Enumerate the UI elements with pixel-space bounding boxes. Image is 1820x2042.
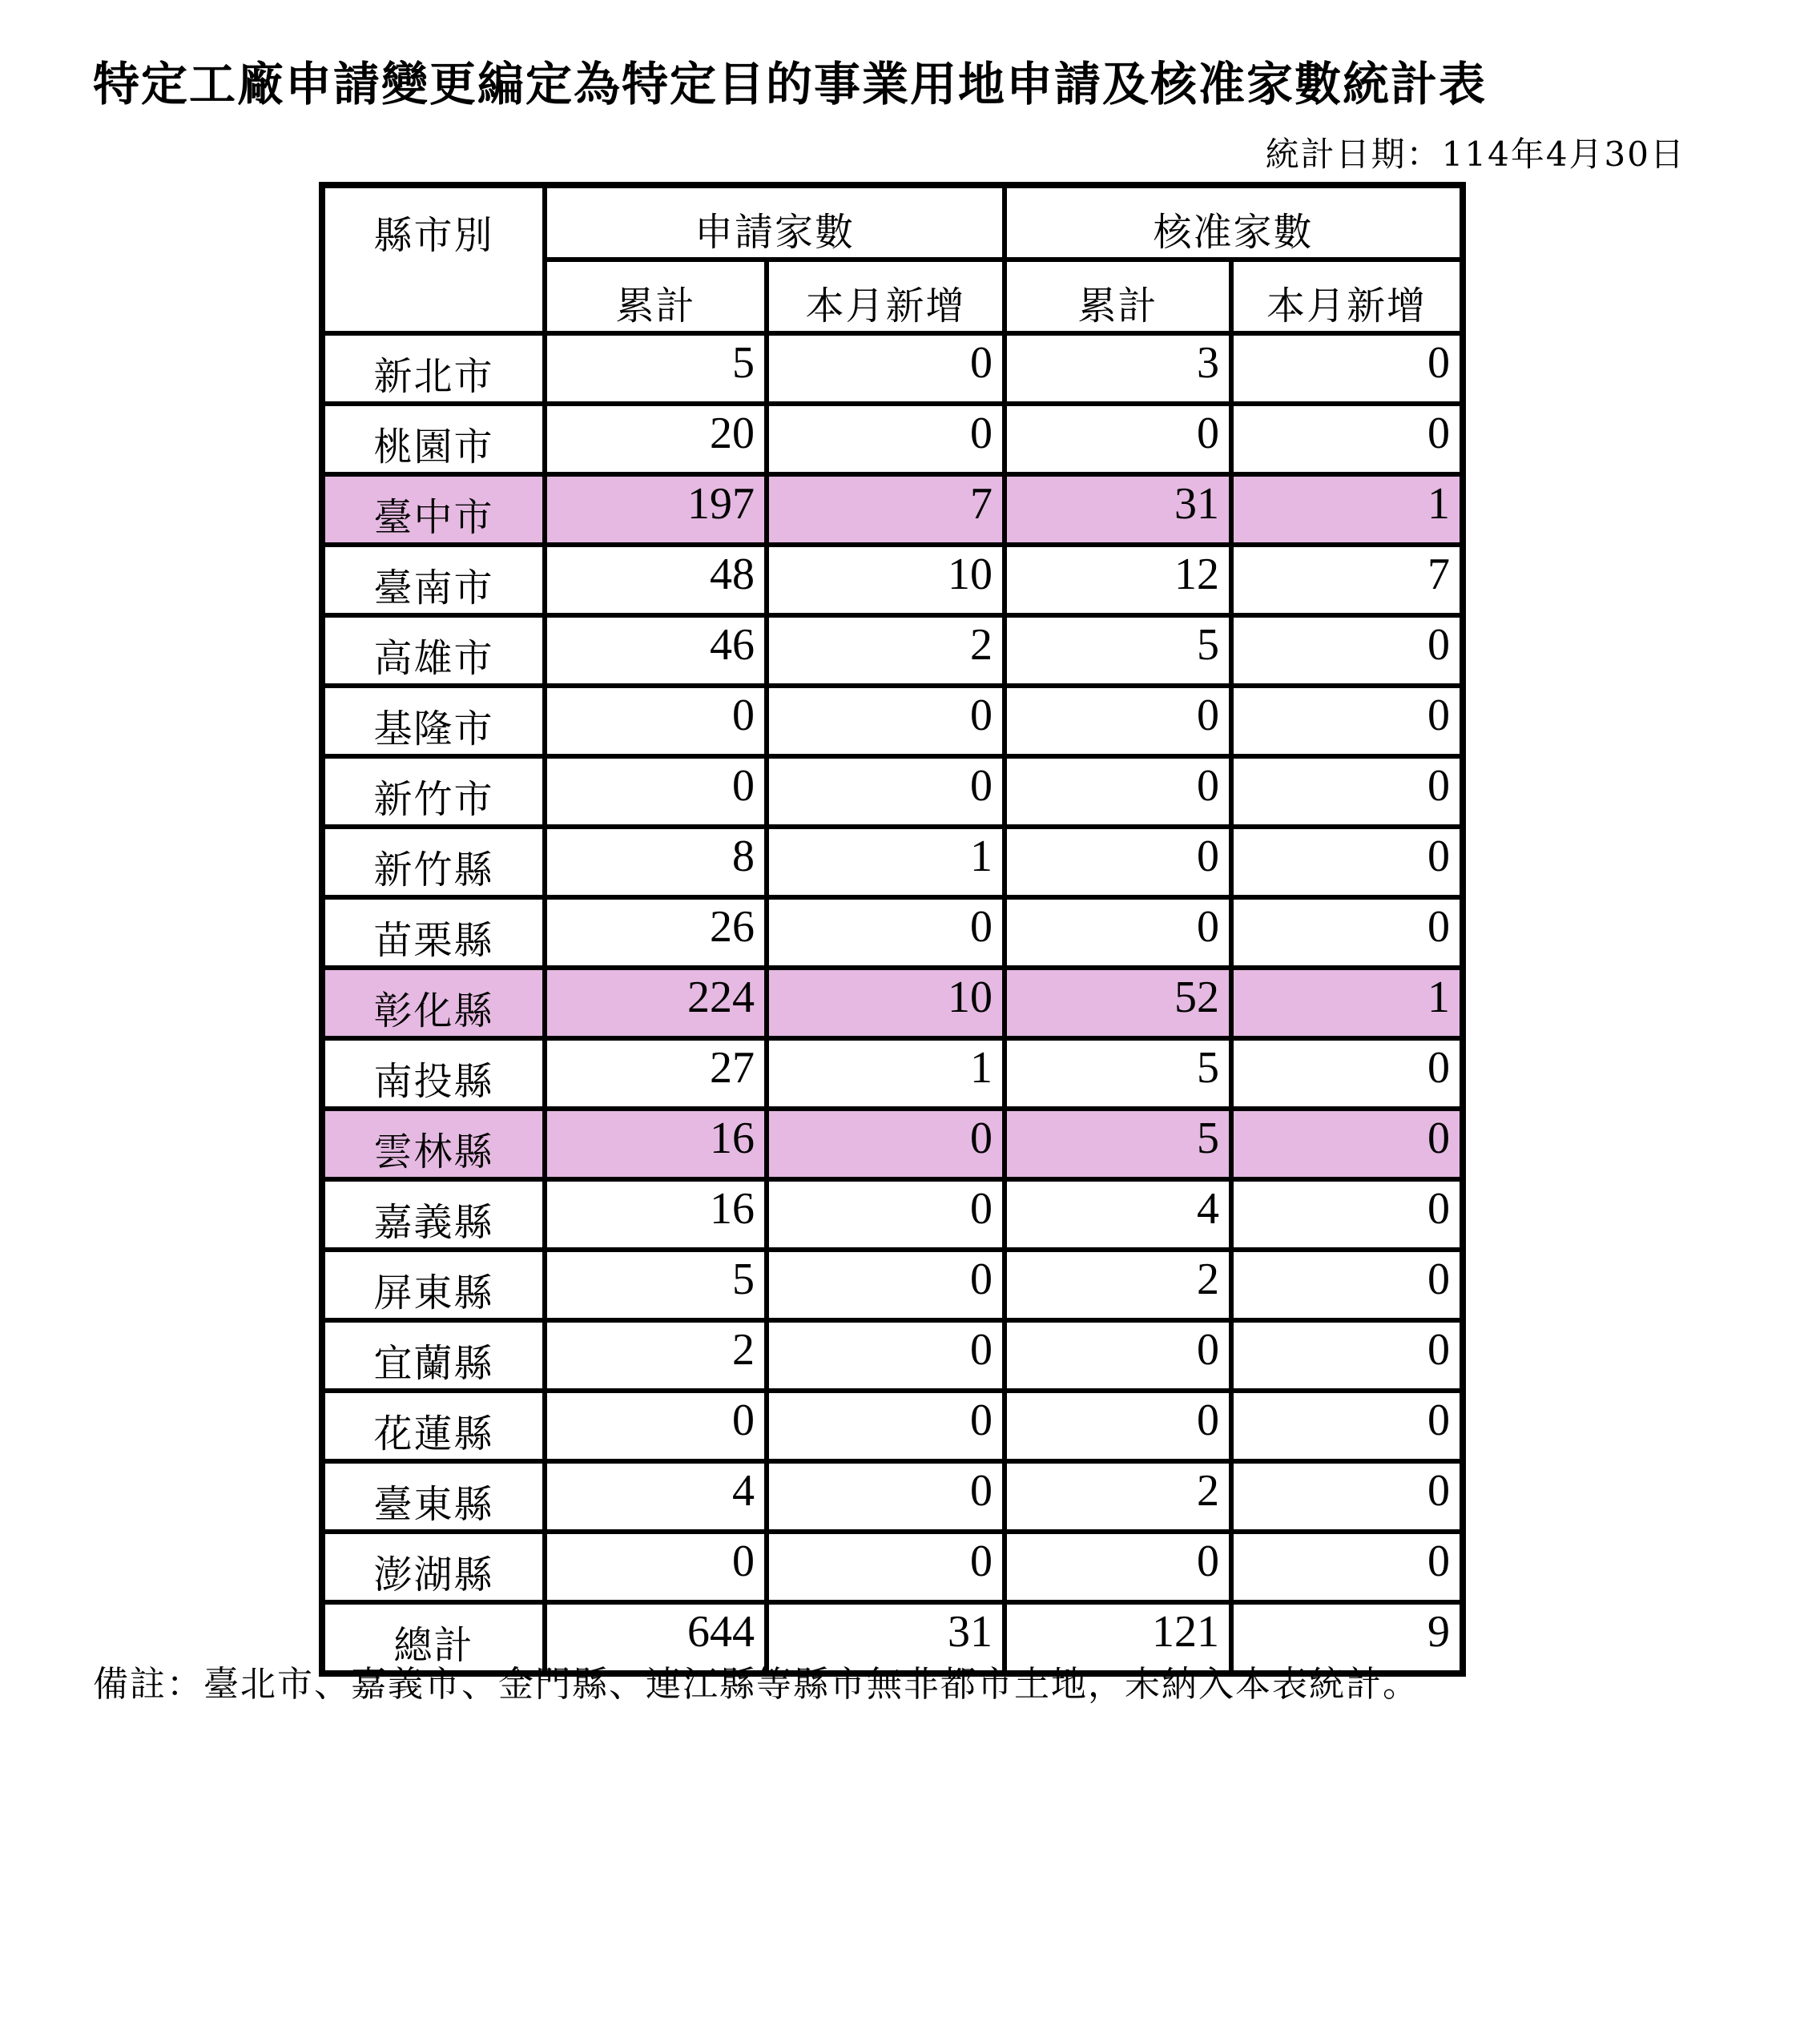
- region-cell: 南投縣: [322, 1038, 545, 1109]
- table-header: [322, 185, 1463, 333]
- applied-monthly-cell: 0: [767, 1391, 1005, 1461]
- approved-cumulative-cell: 0: [1005, 404, 1231, 474]
- approved-monthly-cell: 0: [1231, 1109, 1463, 1179]
- table-row: [322, 1391, 1463, 1461]
- table-body: [322, 333, 1463, 1602]
- approved-cumulative-cell: 0: [1005, 1320, 1231, 1391]
- table-row: [322, 333, 1463, 404]
- table-row: [322, 404, 1463, 474]
- applied-monthly-cell: 1: [767, 1038, 1005, 1109]
- applied-cumulative-cell: 4: [545, 1461, 767, 1532]
- approved-monthly-cell: 0: [1231, 1320, 1463, 1391]
- approved-cumulative-cell: 0: [1005, 827, 1231, 897]
- approved-monthly-cell: 0: [1231, 333, 1463, 404]
- applied-cumulative-cell: 46: [545, 615, 767, 686]
- applied-monthly-cell: 0: [767, 756, 1005, 827]
- applied-cumulative-cell: 27: [545, 1038, 767, 1109]
- region-cell: 臺中市: [322, 474, 545, 545]
- applied-monthly-cell: 0: [767, 404, 1005, 474]
- approved-cumulative-cell: 0: [1005, 1391, 1231, 1461]
- approved-monthly-cell: 0: [1231, 1250, 1463, 1320]
- applied-cumulative-cell: 197: [545, 474, 767, 545]
- applied-cumulative-cell: 0: [545, 1532, 767, 1602]
- region-cell: 桃園市: [322, 404, 545, 474]
- region-cell: 新竹市: [322, 756, 545, 827]
- approved-monthly-cell: 0: [1231, 615, 1463, 686]
- table-row: [322, 1461, 1463, 1532]
- header-applied-monthly-new: 本月新增: [767, 260, 1005, 333]
- approved-monthly-cell: 1: [1231, 474, 1463, 545]
- approved-monthly-cell: 0: [1231, 1461, 1463, 1532]
- approved-cumulative-cell: 5: [1005, 1109, 1231, 1179]
- approved-monthly-cell: 0: [1231, 1532, 1463, 1602]
- header-region: 縣市別: [322, 185, 545, 333]
- table-row: [322, 1179, 1463, 1250]
- region-cell: 苗栗縣: [322, 897, 545, 968]
- approved-monthly-cell: 1: [1231, 968, 1463, 1038]
- applied-cumulative-cell: 224: [545, 968, 767, 1038]
- statistics-table: [319, 182, 1466, 1677]
- approved-cumulative-cell: 0: [1005, 756, 1231, 827]
- region-cell: 雲林縣: [322, 1109, 545, 1179]
- table-row: [322, 1109, 1463, 1179]
- table-row: [322, 1532, 1463, 1602]
- header-approved-monthly-new: 本月新增: [1231, 260, 1463, 333]
- region-cell: 高雄市: [322, 615, 545, 686]
- approved-cumulative-cell: 2: [1005, 1461, 1231, 1532]
- approved-cumulative-cell: 52: [1005, 968, 1231, 1038]
- approved-cumulative-cell: 3: [1005, 333, 1231, 404]
- table-row: [322, 756, 1463, 827]
- applied-cumulative-cell: 5: [545, 1250, 767, 1320]
- approved-monthly-cell: 0: [1231, 1391, 1463, 1461]
- table-row: [322, 897, 1463, 968]
- approved-cumulative-cell: 4: [1005, 1179, 1231, 1250]
- table-row: [322, 686, 1463, 756]
- applied-monthly-cell: 0: [767, 1109, 1005, 1179]
- table-row: [322, 827, 1463, 897]
- approved-cumulative-cell: 31: [1005, 474, 1231, 545]
- region-cell: 新北市: [322, 333, 545, 404]
- region-cell: 彰化縣: [322, 968, 545, 1038]
- applied-cumulative-cell: 5: [545, 333, 767, 404]
- applied-monthly-cell: 0: [767, 686, 1005, 756]
- stat-date-label: 統計日期：114年4月30日: [1265, 135, 1685, 174]
- region-cell: 澎湖縣: [322, 1532, 545, 1602]
- table-row: [322, 1250, 1463, 1320]
- region-cell: 基隆市: [322, 686, 545, 756]
- header-applied-group: 申請家數: [545, 185, 1005, 260]
- table-row: [322, 1038, 1463, 1109]
- applied-monthly-cell: 2: [767, 615, 1005, 686]
- header-applied-cumulative: 累計: [545, 260, 767, 333]
- applied-monthly-cell: 7: [767, 474, 1005, 545]
- header-approved-group: 核准家數: [1005, 185, 1463, 260]
- applied-cumulative-cell: 8: [545, 827, 767, 897]
- total-applied-cumulative-cell: 644: [545, 1602, 767, 1673]
- table-row: [322, 474, 1463, 545]
- page-title: 特定工廠申請變更編定為特定目的事業用地申請及核准家數統計表: [93, 57, 1488, 111]
- header-approved-cumulative: 累計: [1005, 260, 1231, 333]
- region-cell: 宜蘭縣: [322, 1320, 545, 1391]
- approved-cumulative-cell: 2: [1005, 1250, 1231, 1320]
- region-cell: 臺南市: [322, 545, 545, 615]
- approved-cumulative-cell: 5: [1005, 1038, 1231, 1109]
- table-row: [322, 615, 1463, 686]
- applied-cumulative-cell: 20: [545, 404, 767, 474]
- approved-monthly-cell: 7: [1231, 545, 1463, 615]
- total-applied-monthly-cell: 31: [767, 1602, 1005, 1673]
- applied-monthly-cell: 0: [767, 1179, 1005, 1250]
- footnote: 備註：臺北市、嘉義市、金門縣、連江縣等縣市無非都市土地，未納入本表統計。: [93, 1664, 1419, 1705]
- applied-cumulative-cell: 16: [545, 1109, 767, 1179]
- approved-monthly-cell: 0: [1231, 686, 1463, 756]
- table-row: [322, 545, 1463, 615]
- applied-monthly-cell: 0: [767, 1320, 1005, 1391]
- region-cell: 花蓮縣: [322, 1391, 545, 1461]
- approved-cumulative-cell: 5: [1005, 615, 1231, 686]
- approved-cumulative-cell: 0: [1005, 686, 1231, 756]
- region-cell: 新竹縣: [322, 827, 545, 897]
- applied-monthly-cell: 0: [767, 1461, 1005, 1532]
- applied-monthly-cell: 1: [767, 827, 1005, 897]
- applied-cumulative-cell: 48: [545, 545, 767, 615]
- region-cell: 屏東縣: [322, 1250, 545, 1320]
- total-label-cell: 總計: [322, 1602, 545, 1673]
- approved-monthly-cell: 0: [1231, 404, 1463, 474]
- applied-cumulative-cell: 0: [545, 756, 767, 827]
- region-cell: 臺東縣: [322, 1461, 545, 1532]
- applied-cumulative-cell: 16: [545, 1179, 767, 1250]
- table-row: [322, 1320, 1463, 1391]
- approved-cumulative-cell: 0: [1005, 897, 1231, 968]
- applied-cumulative-cell: 0: [545, 1391, 767, 1461]
- approved-cumulative-cell: 0: [1005, 1532, 1231, 1602]
- applied-monthly-cell: 0: [767, 1532, 1005, 1602]
- approved-monthly-cell: 0: [1231, 1038, 1463, 1109]
- header-group-row: [322, 185, 1463, 260]
- approved-cumulative-cell: 12: [1005, 545, 1231, 615]
- approved-monthly-cell: 0: [1231, 827, 1463, 897]
- total-approved-cumulative-cell: 121: [1005, 1602, 1231, 1673]
- applied-monthly-cell: 0: [767, 897, 1005, 968]
- applied-monthly-cell: 0: [767, 1250, 1005, 1320]
- approved-monthly-cell: 0: [1231, 1179, 1463, 1250]
- applied-monthly-cell: 0: [767, 333, 1005, 404]
- approved-monthly-cell: 0: [1231, 756, 1463, 827]
- applied-cumulative-cell: 2: [545, 1320, 767, 1391]
- applied-cumulative-cell: 0: [545, 686, 767, 756]
- applied-cumulative-cell: 26: [545, 897, 767, 968]
- approved-monthly-cell: 0: [1231, 897, 1463, 968]
- applied-monthly-cell: 10: [767, 968, 1005, 1038]
- total-approved-monthly-cell: 9: [1231, 1602, 1463, 1673]
- region-cell: 嘉義縣: [322, 1179, 545, 1250]
- table-row: [322, 968, 1463, 1038]
- applied-monthly-cell: 10: [767, 545, 1005, 615]
